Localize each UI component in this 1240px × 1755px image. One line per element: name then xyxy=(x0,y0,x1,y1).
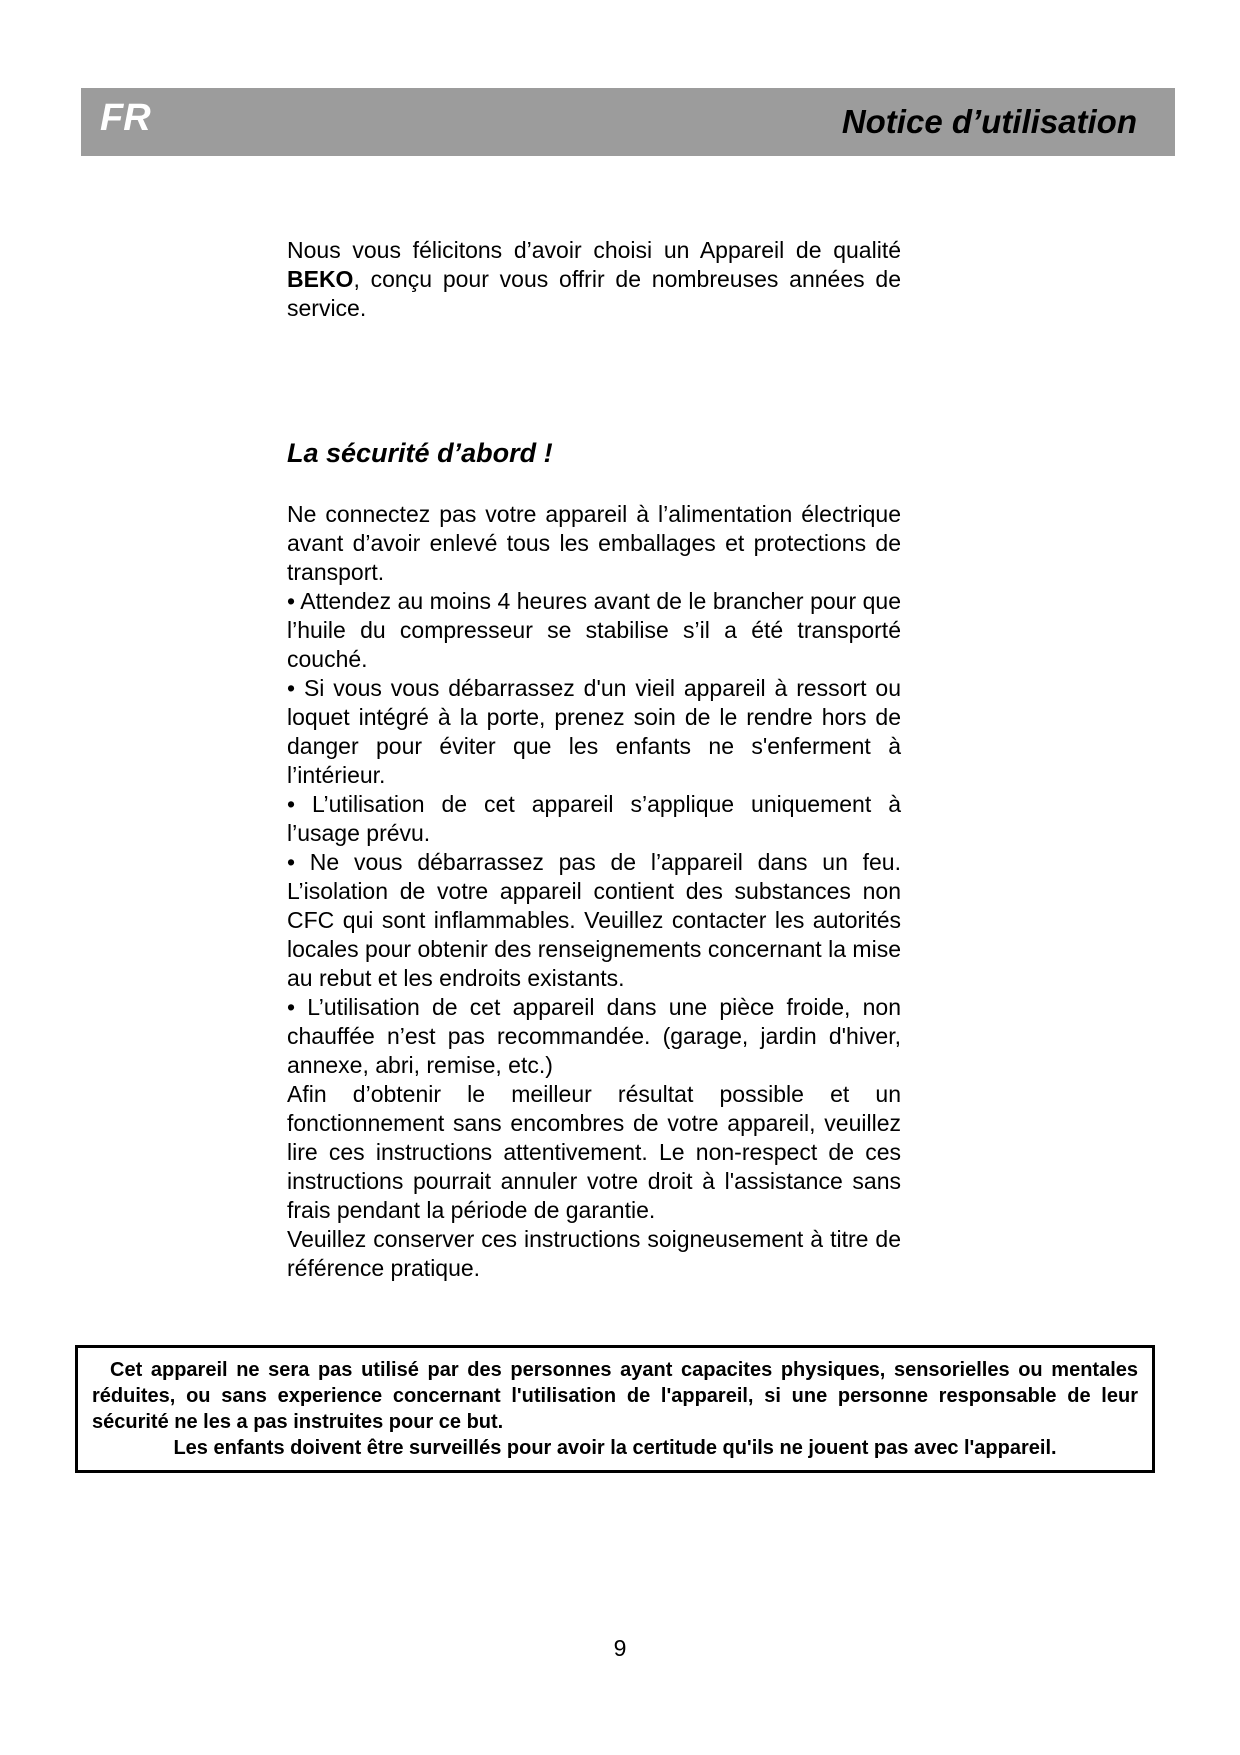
warning-box xyxy=(75,1345,1155,1473)
section-heading: La sécurité d’abord ! xyxy=(287,438,553,468)
intro-text-before-brand: Nous vous félicitons d’avoir choisi un Appareil de qualité xyxy=(287,237,901,263)
safety-bullet: • Ne vous débarrassez pas de l’appareil dans un feu. L’isolation de votre appareil contient des substances non CFC qui sont inflammables. Veuillez contacter les autorités locales pour obtenir des renseignements concernant la mise au rebut et les endroits existants. xyxy=(287,849,901,991)
safety-paragraph: Afin d’obtenir le meilleur résultat possible et un fonctionnement sans encombres de votre appareil, veuillez lire ces instructions attentivement. Le non-respect de ces instructions pourrait annuler votre droit à l'assistance sans frais pendant la période de garantie. xyxy=(287,1081,901,1223)
children-warning-text: Les enfants doivent être surveillés pour avoir la certitude qu'ils ne jouent pas avec l'appareil. xyxy=(173,1437,1057,1459)
safety-bullet: • L’utilisation de cet appareil s’applique uniquement à l’usage prévu. xyxy=(287,791,901,846)
document-title: Notice d’utilisation xyxy=(841,103,1137,140)
safety-bullet: • Attendez au moins 4 heures avant de le brancher pour que l’huile du compresseur se stabilise s’il a été transporté couché. xyxy=(287,588,901,672)
page-number: 9 xyxy=(613,1635,627,1661)
header-bar xyxy=(81,88,1175,156)
safety-bullet: • L’utilisation de cet appareil dans une pièce froide, non chauffée n’est pas recommandée. (garage, jardin d'hiver, annexe, abri, remise, etc.) xyxy=(287,994,901,1078)
language-code: FR xyxy=(100,97,151,139)
intro-paragraph xyxy=(287,236,901,323)
intro-text-after-brand: , conçu pour vous offrir de nombreuses années de service. xyxy=(287,266,901,321)
brand-name: BEKO xyxy=(287,266,354,292)
safety-bullet: • Si vous vous débarrassez d'un vieil appareil à ressort ou loquet intégré à la porte, prenez soin de le rendre hors de danger pour éviter que les enfants ne s'enferment à l’intérieur. xyxy=(287,675,901,788)
safety-paragraph: Ne connectez pas votre appareil à l’alimentation électrique avant d’avoir enlevé tous les emballages et protections de transport. xyxy=(287,501,901,585)
warning-text: Cet appareil ne sera pas utilisé par des personnes ayant capacites physiques, sensorielles ou mentales réduites, ou sans experience concernant l'utilisation de l'appareil, si une personne responsable de leur sécurité ne les a pas instruites pour ce but. xyxy=(92,1359,1138,1433)
safety-paragraph: Veuillez conserver ces instructions soigneusement à titre de référence pratique. xyxy=(287,1226,901,1281)
safety-instructions xyxy=(287,500,901,1283)
